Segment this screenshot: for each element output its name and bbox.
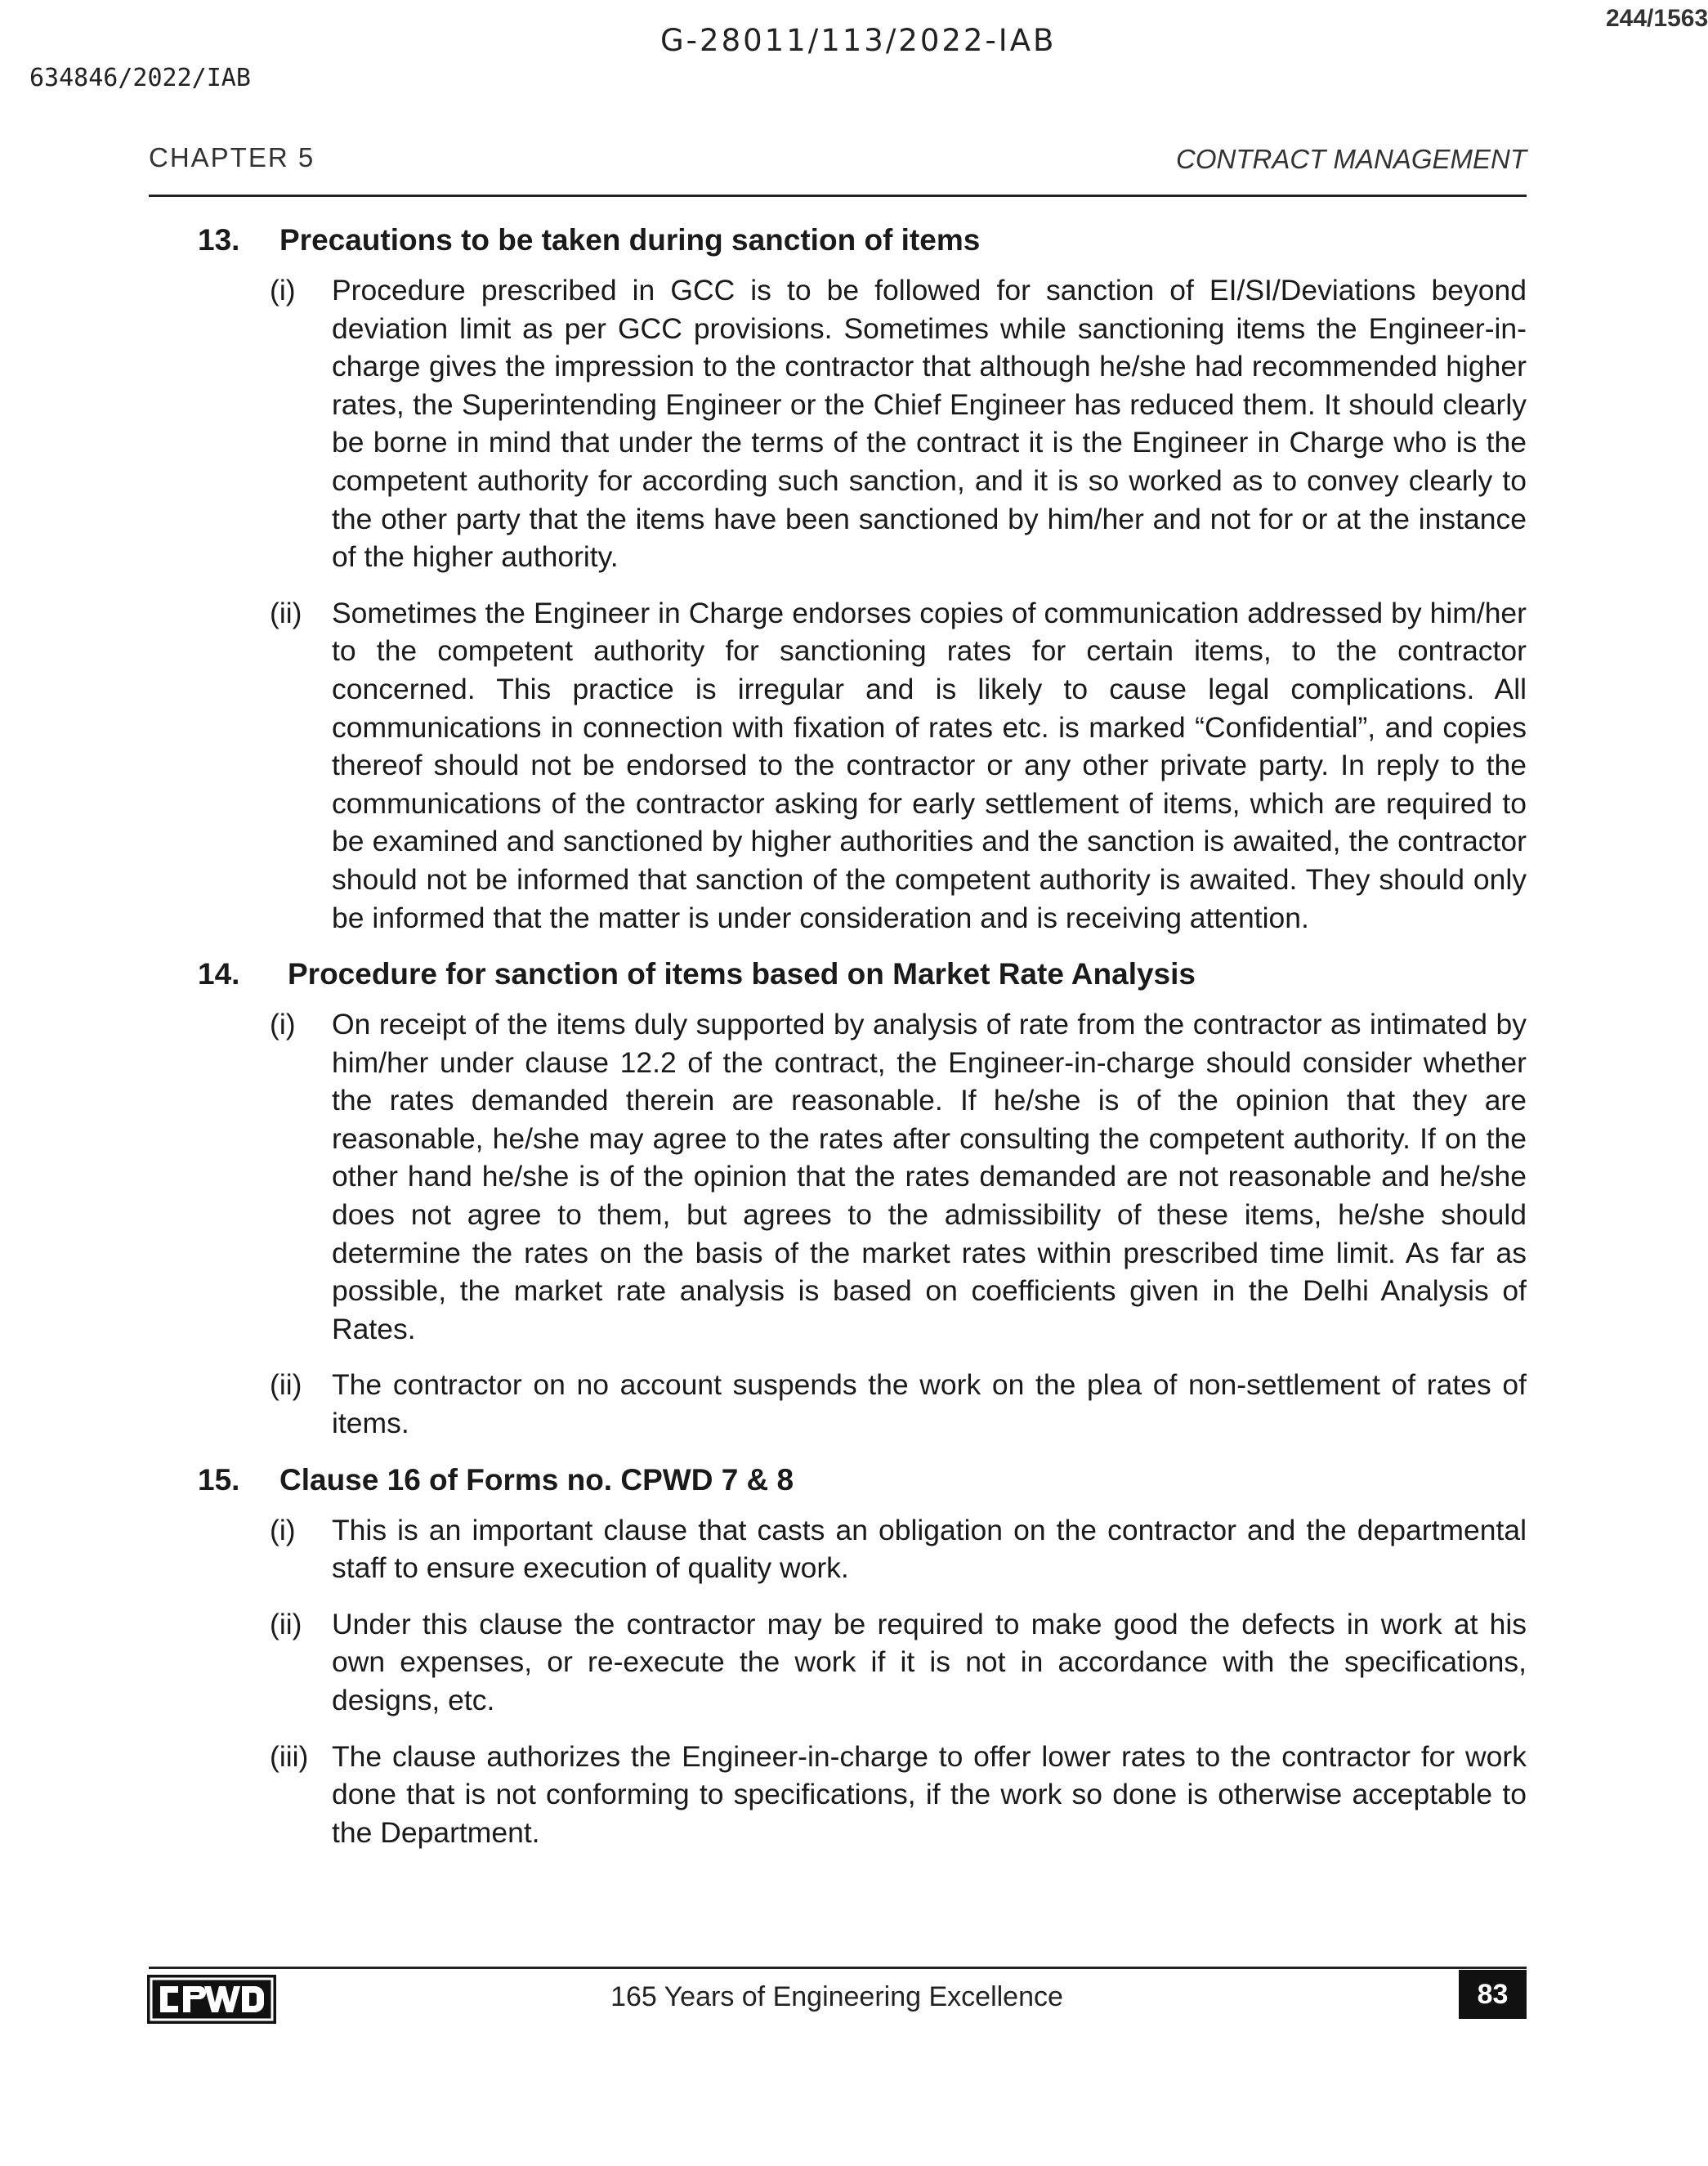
chapter-title: CONTRACT MANAGEMENT <box>1176 144 1527 174</box>
item-number: (ii) <box>270 596 302 629</box>
item-text: The contractor on no account suspends the work on the plea of non-settlement of rates of items. <box>332 1368 1527 1440</box>
section-number: 13. <box>198 223 240 257</box>
item-text: Sometimes the Engineer in Charge endorses copies of communication addressed by him/her to the competent authority for sanctioning rates for certain items, to the contractor concerned. This practice is irregular and is likely to cause legal complications. All communications in connection with fixation of rates etc. is marked “Confidential”, and copies thereof should not be endorsed to the contractor or any other private party. In reply to the communications of the contractor asking for early settlement of items, which are required to be examined and sanctioned by higher authorities and the sanction is awaited, the contractor should not be informed that sanction of the competent authority is awaited. They should only be informed that the matter is under consideration and is receiving attention. <box>332 596 1527 934</box>
footer-tagline: 165 Years of Engineering Excellence <box>610 1981 1063 2012</box>
item-text: Procedure prescribed in GCC is to be followed for sanction of EI/SI/Deviations beyond deviation limit as per GCC provisions. Sometimes while sanctioning items the Engineer-in-charge gives the impression to the contractor that although he/she had recommended higher rates, the Superintending Engineer or the Chief Engineer has reduced them. It should clearly be borne in mind that under the terms of the contract it is the Engineer in Charge who is the competent authority for according such sanction, and it is so worked as to convey clearly to the other party that the items have been sanctioned by him/her and not for or at the instance of the higher authority. <box>332 274 1527 574</box>
page-number: 83 <box>1459 1970 1527 2019</box>
list-item <box>149 1366 1527 1442</box>
item-text: The clause authorizes the Engineer-in-charge to offer lower rates to the contractor for work done that is not conforming to specifications, if the work so done is otherwise acceptable to the Department. <box>332 1739 1527 1849</box>
item-number: (iii) <box>270 1739 309 1773</box>
footer-divider <box>149 1967 1527 1969</box>
section-title: Procedure for sanction of items based on Market Rate Analysis <box>288 957 1196 991</box>
list-item <box>149 1005 1527 1348</box>
section-heading <box>149 1461 1527 1500</box>
header-divider <box>149 195 1527 197</box>
item-text: This is an important clause that casts an obligation on the contractor and the departmental staff to ensure execution of quality work. <box>332 1513 1527 1585</box>
item-text: Under this clause the contractor may be required to make good the defects in work at his own expenses, or re-execute the work if it is not in accordance with the specifications, designs, etc. <box>332 1607 1527 1716</box>
file-number: G-28011/113/2022-IAB <box>660 23 1057 58</box>
section-number: 14. <box>198 957 240 991</box>
item-number: (ii) <box>270 1368 302 1402</box>
item-number: (ii) <box>270 1607 302 1640</box>
section-title: Clause 16 of Forms no. CPWD 7 & 8 <box>279 1462 794 1497</box>
section-heading <box>149 955 1527 994</box>
list-item <box>149 594 1527 937</box>
section-14 <box>149 955 1527 1443</box>
chapter-label: CHAPTER 5 <box>149 142 315 172</box>
item-number: (i) <box>270 1513 296 1546</box>
list-item <box>149 1738 1527 1852</box>
section-number: 15. <box>198 1462 240 1497</box>
section-15 <box>149 1461 1527 1852</box>
section-heading <box>149 221 1527 260</box>
section-title: Precautions to be taken during sanction of items <box>279 223 981 257</box>
item-number: (i) <box>270 274 296 307</box>
list-item <box>149 1605 1527 1720</box>
page-body <box>149 214 1527 1869</box>
list-item <box>149 271 1527 576</box>
item-number: (i) <box>270 1008 296 1041</box>
list-item <box>149 1511 1527 1587</box>
item-text: On receipt of the items duly supported by analysis of rate from the contractor as intimated by him/her under clause 12.2 of the contract, the Engineer-in-charge should consider whether the rates demanded therein are reasonable. If he/she is of the opinion that they are reasonable, he/she may agree to the rates after consulting the competent authority. If on the other hand he/she is of the opinion that the rates demanded are not reasonable and he/she does not agree to them, but agrees to the admissibility of these items, he/she should determine the rates on the basis of the market rates within prescribed time limit. As far as possible, the market rate analysis is based on coefficients given in the Delhi Analysis of Rates. <box>332 1008 1527 1345</box>
receipt-number: 634846/2022/IAB <box>29 64 251 92</box>
page-counter: 244/1563 <box>1606 5 1708 32</box>
section-13 <box>149 221 1527 937</box>
